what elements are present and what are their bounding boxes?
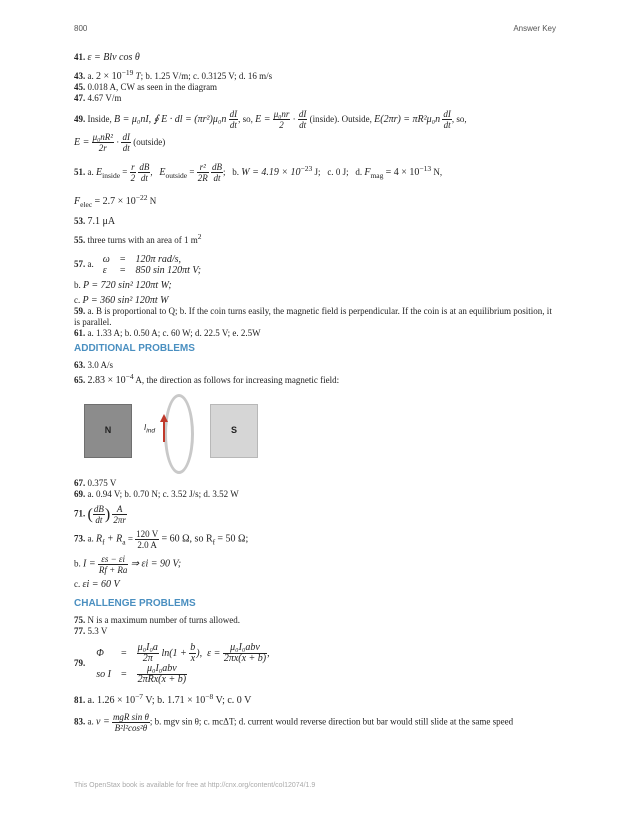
answer-number: 63. [74, 359, 86, 370]
part-label: a. [87, 716, 94, 727]
exponent: −13 [419, 164, 432, 173]
equation-rhs: 120π rad/s, [135, 253, 182, 265]
answer-expression: ε = Blv cos θ [87, 52, 140, 63]
unit: J; [314, 167, 321, 177]
numerator: dI [229, 109, 238, 120]
exponent: −22 [135, 192, 148, 202]
answer-expression: E [159, 167, 166, 178]
south-pole-magnet: S [210, 404, 258, 458]
numerator: b [190, 641, 196, 653]
fraction [197, 162, 209, 183]
answer-61 [74, 328, 556, 339]
answer-number: 75. [74, 614, 86, 625]
fraction [137, 643, 159, 664]
answer-number: 43. [74, 71, 86, 81]
numerator: 120 V [136, 528, 159, 539]
answer-text: 5.3 V [87, 625, 108, 636]
fraction [93, 504, 105, 525]
answer-59 [74, 306, 556, 328]
exponent: −4 [125, 371, 134, 381]
answer-text: 3.0 A/s [87, 359, 114, 370]
answer-expression: = 4 × 10 [385, 167, 420, 178]
answer-expression: = [122, 167, 128, 177]
answer-number: 61. [74, 327, 86, 338]
equation-lhs: so I [96, 668, 111, 680]
answer-expression: = 50 Ω; [217, 533, 249, 545]
answer-number: 73. [74, 533, 86, 544]
fraction [138, 162, 150, 183]
answer-number: 53. [74, 215, 86, 226]
current-arrow-icon [158, 414, 170, 444]
subscript: ind [146, 427, 156, 435]
answer-expression: ⇒ εi = 90 V; [130, 558, 182, 570]
denominator: dt [93, 514, 105, 525]
denominator: dt [211, 172, 223, 183]
part-label: a. [87, 71, 94, 81]
denominator: dt [138, 172, 150, 183]
answer-text: a. 1.33 A; b. 0.50 A; c. 60 W; d. 22.5 V; e. 2.5W [87, 327, 261, 338]
part-label: c. [74, 294, 81, 305]
numerator: dI [298, 109, 307, 120]
part-label: a. [87, 533, 94, 544]
answer-text: ; b. mgv sin θ; c. mcΔT; d. current would reverse direction but bar would still slide at the same speed [149, 716, 514, 727]
numerator: μ₀nR² [92, 132, 113, 143]
answer-41 [74, 52, 556, 63]
numerator: μ₀nr [273, 109, 290, 120]
answer-79 [74, 643, 556, 685]
answer-text: N is a maximum number of turns allowed. [87, 614, 240, 625]
equation-lhs: Φ [96, 647, 104, 659]
part-label: c. [327, 167, 334, 177]
answer-67 [74, 478, 556, 489]
numerator: dI [443, 109, 451, 120]
answer-text: 0 J; [335, 167, 349, 177]
answer-expression: 2.83 × 10 [87, 374, 126, 386]
unit: N [149, 195, 157, 206]
answer-expression: I = [83, 558, 96, 570]
answer-number: 55. [74, 234, 86, 245]
answer-text: 4.67 V/m [87, 93, 122, 103]
answer-expression: + R [106, 533, 123, 545]
answer-65 [74, 371, 556, 386]
answer-number: 65. [74, 374, 86, 385]
subscript: outside [165, 170, 188, 180]
answer-expression: R [96, 533, 103, 545]
fraction [273, 109, 291, 130]
answer-expression: P = 720 sin² 120πt W; [83, 279, 172, 291]
fraction [442, 109, 452, 130]
answer-expression: = 2.7 × 10 [94, 195, 136, 207]
subscript: mag [370, 170, 384, 180]
answer-number: 77. [74, 625, 86, 636]
equation-sign: = [119, 264, 126, 276]
answer-63 [74, 360, 556, 371]
answer-text: , so, [451, 114, 467, 124]
answer-expression: ), [196, 647, 203, 659]
answer-expression: , [267, 647, 270, 659]
numerator: r [131, 162, 135, 173]
part-label: a. [87, 259, 94, 270]
answer-text: a. B is proportional to Q; b. If the coin turns easily, the magnetic field is perpendicular. If the coin is at an equilibrium position, it is parallel. [74, 305, 552, 327]
answer-57-b [74, 280, 556, 291]
answer-expression: = [189, 167, 195, 177]
part-label: a. [87, 167, 94, 177]
answer-expression: E = [255, 114, 271, 125]
equation-sign: = [119, 253, 126, 265]
answer-number: 81. [74, 694, 86, 705]
answer-expression: V; c. 0 V [213, 694, 252, 706]
heading-challenge-problems: CHALLENGE PROBLEMS [74, 597, 196, 609]
exponent: −7 [135, 691, 144, 701]
unit: A [135, 374, 142, 385]
heading-additional-problems: ADDITIONAL PROBLEMS [74, 342, 195, 354]
denominator: 2π [137, 653, 159, 664]
part-label: b. [74, 558, 81, 569]
answer-53 [74, 216, 556, 227]
denominator: B²l²cos²θ [112, 722, 150, 733]
subscript: elec [80, 199, 93, 209]
answer-expression: a. 1.26 × 10 [87, 694, 136, 706]
answer-text: 0.375 V [87, 477, 117, 488]
exponent: 2 [197, 231, 202, 241]
induced-current-label [144, 422, 155, 437]
denominator: 2R [197, 173, 208, 184]
subscript: f [102, 536, 105, 546]
answer-number: 79. [74, 658, 86, 669]
answer-expression: 7.1 μA [87, 215, 116, 227]
answer-text: a. 0.94 V; b. 0.70 N; c. 3.52 J/s; d. 3.52 W [87, 488, 239, 499]
answer-number: 59. [74, 305, 86, 316]
answer-expression: = 60 Ω, so R [161, 533, 213, 545]
answer-43 [74, 67, 556, 82]
numerator: dB [93, 503, 104, 514]
answer-57 [74, 254, 556, 276]
subscript: a [122, 536, 126, 546]
denominator: dt [299, 120, 307, 131]
footer-credit: This OpenStax book is available for free at http://cnx.org/content/col12074/1.9 [74, 782, 316, 789]
answer-expression: E(2πr) = πR²μ₀n [374, 114, 441, 125]
answer-83 [74, 712, 556, 733]
denominator: dt [443, 120, 451, 131]
numerator: μ₀I₀a [137, 641, 158, 653]
answer-51: 51. a. $E_{inside}$ = $\frac{r}{2}$ $\frac{dB}{dt}$ , $E_{outside}$ = $\frac{\text{r²}}{2R}$ $\frac{dB}{dt}$ ; b. $W = 4.19 \times 10^{-23}$ J; c. 0 J; d. $F_{mag} = 4 \times 10^{-13}$ N, $F_{elec} = 2.7 \times 10^{-22}$ N [74, 162, 443, 209]
subscript: f [212, 536, 216, 546]
answer-text: , so, [238, 114, 253, 124]
answer-81 [74, 691, 556, 706]
fraction [92, 132, 114, 153]
answer-73-b [74, 554, 556, 575]
denominator: Rf + Ra [98, 564, 128, 575]
answer-text: , the direction as follows for increasing magnetic field: [141, 374, 340, 385]
numerator: A [116, 503, 123, 514]
answer-number: 45. [74, 82, 86, 92]
fraction [223, 643, 267, 664]
answer-expression: = [127, 533, 133, 544]
denominator: 2.0 A [135, 539, 159, 550]
answer-55 [74, 231, 556, 246]
answer-text: three turns with an area of 1 m [87, 234, 198, 245]
unit: T [135, 71, 141, 81]
denominator: 2πx(x + b) [223, 652, 267, 664]
numerator: dB [211, 162, 222, 173]
denominator: 2r [92, 142, 114, 153]
part-label: c. [74, 578, 81, 589]
denominator: dt [122, 143, 130, 154]
fraction [98, 554, 129, 575]
equation-sign: = [120, 647, 127, 659]
answer-number: 67. [74, 477, 86, 488]
denominator: 2πr [113, 514, 126, 525]
answer-expression: E = [74, 137, 90, 148]
answer-expression: B = μ₀nI, [114, 114, 152, 125]
answer-number: 69. [74, 488, 86, 499]
answer-number: 51. [74, 167, 86, 177]
answer-expression: W = 4.19 × 10 [241, 167, 301, 178]
equation-lhs: ε [102, 264, 107, 276]
part-label: d. [355, 167, 363, 177]
answer-47 [74, 93, 556, 104]
fraction [229, 109, 239, 130]
exponent: −19 [121, 68, 134, 77]
equation-rhs [132, 664, 275, 685]
numerator: dB [139, 162, 150, 173]
answer-number: 47. [74, 93, 86, 103]
exponent: −8 [205, 691, 214, 701]
answer-text: 0.018 A, CW as seen in the diagram [87, 82, 218, 92]
answer-77 [74, 626, 556, 637]
denominator: x [190, 652, 196, 664]
answer-73-c [74, 579, 556, 590]
unit: N, [433, 167, 443, 177]
fraction [298, 109, 308, 130]
answer-expression: v = [96, 716, 110, 728]
answer-expression: ∮ E · dl = (πr²)μ₀n [153, 114, 227, 125]
answer-75 [74, 615, 556, 626]
answer-45 [74, 82, 556, 93]
answer-text: ; b. 1.25 V/m; c. 0.3125 V; d. 16 m/s [140, 71, 273, 81]
answer-number: 49. [74, 114, 86, 124]
fraction [137, 664, 187, 685]
numerator: μ₀I₀abv [230, 641, 260, 653]
answer-expression: εi = 60 V [82, 578, 120, 590]
answer-text: (inside). Outside, [309, 114, 372, 124]
answer-number: 41. [74, 52, 86, 62]
current-symbol: I [144, 422, 147, 432]
part-label: b. [232, 167, 239, 177]
answer-text: (outside) [133, 137, 166, 147]
equation-table [91, 643, 274, 685]
exponent: −23 [300, 164, 313, 173]
section-title: Answer Key [513, 24, 556, 33]
answer-list [74, 52, 556, 733]
answer-57-c [74, 295, 556, 306]
numerator: mgR sin θ [112, 711, 149, 722]
fraction [121, 132, 131, 153]
answer-73-a [74, 529, 556, 550]
page-number: 800 [74, 24, 88, 33]
subscript: inside [102, 170, 121, 180]
fraction [112, 712, 150, 733]
equation-rhs [132, 643, 275, 664]
numerator: dI [122, 132, 130, 143]
fraction [112, 504, 127, 525]
answer-71: 71. ( $\frac{dB}{dt}$ ) $\frac{A}{2\pi r}$ [74, 503, 126, 525]
denominator: 2 [130, 173, 136, 184]
answer-number: 57. [74, 259, 86, 270]
equation-table [98, 254, 206, 276]
answer-expression: ln(1 + [161, 647, 190, 659]
equation-sign: = [120, 668, 127, 680]
answer-number: 83. [74, 716, 86, 727]
fraction [211, 162, 223, 183]
numerator: εs − εi [101, 553, 125, 564]
answer-expression: 2 × 10 [96, 71, 122, 82]
answer-expression: V; b. 1.71 × 10 [143, 694, 206, 706]
answer-expression: F [74, 195, 81, 207]
part-label: b. [74, 279, 81, 290]
numerator: r² [199, 162, 206, 173]
north-pole-magnet: N [84, 404, 132, 458]
equation-rhs: 850 sin 120πt V; [135, 264, 202, 276]
magnet-ring-diagram [74, 394, 556, 472]
answer-expression: ε = [207, 647, 221, 659]
denominator: 2 [273, 119, 291, 130]
answer-text: Inside, [87, 114, 112, 124]
answer-expression: F [364, 167, 371, 178]
denominator: 2πRx(x + b) [137, 673, 187, 685]
answer-69 [74, 489, 556, 500]
answer-expression: E [96, 167, 103, 178]
fraction [135, 529, 159, 550]
answer-number: 71. [74, 508, 86, 519]
fraction [130, 162, 137, 183]
answer-expression: P = 360 sin² 120πt W [82, 294, 169, 306]
answer-49: 49. Inside, B = μ₀nI, ∮ E · dl = (πr²)μ₀n $\frac{dI}{dt}$ , so, E = $\frac{\text{μ₀nr}}{2}$ · $\frac{dI}{dt}$ (inside). Outside, E(2πr) = πR²μ₀n $\frac{dI}{dt}$ , so, E = $\frac{\text{μ₀nR²}}{2r}$ · $\frac{dI}{dt}$ (outside) [74, 109, 467, 154]
denominator: dt [229, 120, 237, 131]
numerator: μ₀I₀abv [146, 662, 177, 674]
equation-lhs: ω [102, 253, 110, 265]
